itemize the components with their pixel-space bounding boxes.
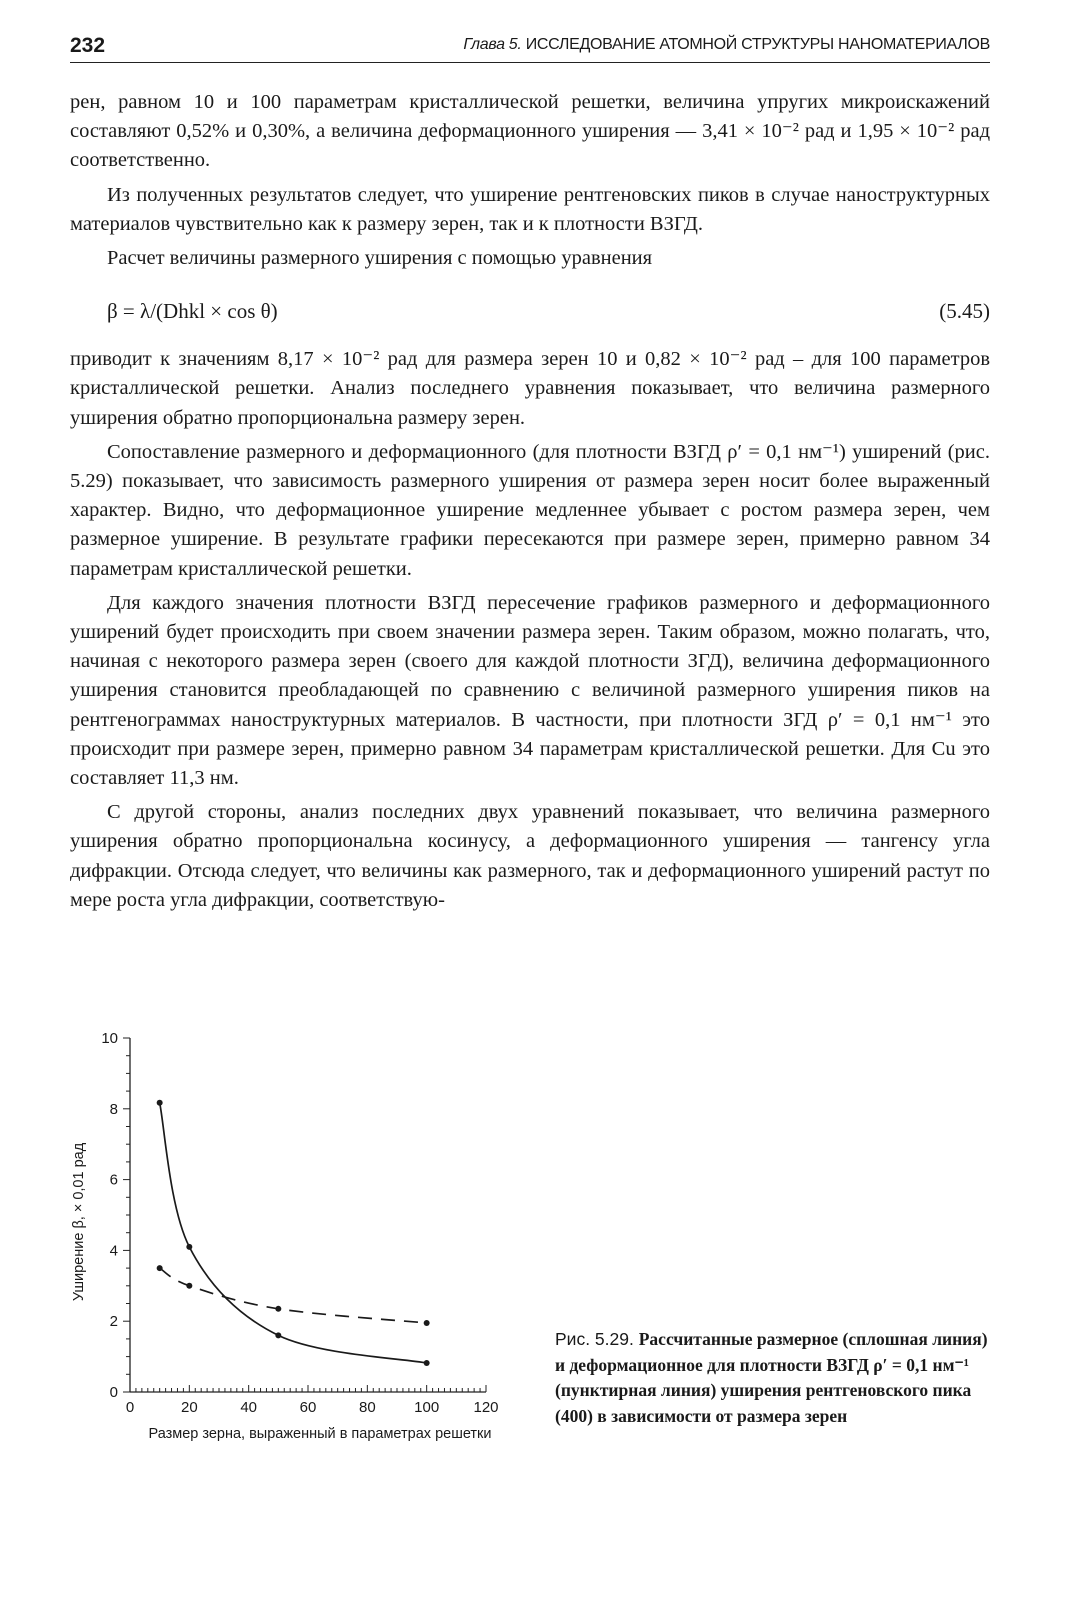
paragraph: Сопоставление размерного и деформационного (для плотности ВЗГД ρ′ = 0,1 нм⁻¹) уширений (рис. 5.29) показывает, что зависимость размерного уширения от размера зерен носит более выраженный характер. Видно, что деформационное уширение медленнее убывает с ростом размера зерен, чем размерное уширение. В результате графики пересекаются при размере зерен, примерно равном 34 параметрам кристаллической решетки.: [70, 440, 990, 580]
body-text: [70, 88, 990, 920]
figure-5-29-chart: [60, 1022, 535, 1452]
chart-axes: [130, 1038, 486, 1392]
paragraph: Для каждого значения плотности ВЗГД пересечение графиков размерного и деформационного уширений будет происходить при своем значении размера зерен. Таким образом, можно полагать, что, начиная с некоторого размера зерен (своего для каждой плотности ЗГД), величина деформационного уширения становится преобладающей по сравнению с величиной размерного уширения пиков на рентгенограммах наноструктурных материалов. В частности, при плотности ЗГД ρ′ = 0,1 нм⁻¹ это происходит при размере зерен, примерно равном 34 параметрам кристаллической решетки. Для Cu это составляет 11,3 нм.: [70, 591, 990, 790]
size-broadening-line: [160, 1103, 427, 1363]
deformation-broadening-line: [160, 1268, 427, 1323]
x-tick-label: 0: [125, 1399, 135, 1416]
x-tick-label: 60: [299, 1399, 317, 1416]
y-tick-label: 8: [109, 1100, 118, 1118]
equation-number: (5.45): [939, 299, 990, 324]
data-point: [157, 1265, 163, 1271]
figure-caption: [555, 1327, 993, 1429]
x-axis-label: Размер зерна, выраженный в параметрах решетки: [148, 1426, 492, 1442]
running-head: [463, 36, 990, 54]
chapter-label: Глава 5.: [463, 36, 522, 53]
paragraph: рен, равном 10 и 100 параметрам кристаллической решетки, величина упругих микроискажений составляют 0,52% и 0,30%, а величина деформационного уширения — 3,41 × 10⁻² рад и 1,95 × 10⁻² рад соответственно.: [70, 91, 990, 172]
x-tick-label: 80: [358, 1399, 376, 1416]
y-tick-label: 0: [109, 1384, 118, 1401]
y-tick-label: 6: [109, 1171, 118, 1189]
x-tick-label: 40: [240, 1399, 258, 1416]
data-point: [157, 1100, 163, 1106]
paragraph: Расчет величины размерного уширения с помощью уравнения: [107, 247, 653, 270]
data-point: [186, 1283, 192, 1289]
x-tick-label: 100: [414, 1399, 440, 1416]
paragraph: С другой стороны, анализ последних двух уравнений показывает, что величина размерного уширения обратно пропорциональна косинусу, а деформационного уширения — тангенсу угла дифракции. Отсюда следует, что величины как размерного, так и деформационного уширений растут по мере роста угла дифракции, соответствую-: [70, 801, 990, 911]
x-tick-label: 120: [473, 1399, 499, 1416]
chart-series: [157, 1100, 430, 1366]
data-point: [275, 1306, 281, 1312]
y-tick-label: 4: [109, 1242, 118, 1260]
data-point: [186, 1244, 192, 1250]
y-tick-label: 10: [101, 1030, 118, 1047]
y-axis-label: Уширение β, × 0,01 рад: [71, 1142, 87, 1302]
data-point: [424, 1360, 430, 1366]
y-tick-label: 2: [109, 1313, 118, 1331]
figure-label: Рис. 5.29.: [555, 1329, 634, 1349]
chart-ticks: [101, 1030, 498, 1416]
data-point: [424, 1320, 430, 1326]
running-header: [70, 32, 990, 63]
paragraph: Из полученных результатов следует, что уширение рентгеновских пиков в случае наноструктурных материалов чувствительно как к размеру зерен, так и к плотности ВЗГД.: [70, 183, 990, 235]
equation-5-45: [70, 281, 990, 341]
page-number: 232: [70, 34, 106, 57]
x-tick-label: 20: [180, 1399, 198, 1416]
figure-caption-text: Рассчитанные размерное (сплошная линия) и деформационное для плотности ВЗГД ρ′ = 0,1 нм⁻¹ (пунктирная линия) уширения рентгеновского пика (400) в зависимости от размера зерен: [555, 1329, 988, 1426]
equation-formula: β = λ/(Dhkl × cos θ): [107, 299, 278, 324]
chapter-title: ИССЛЕДОВАНИЕ АТОМНОЙ СТРУКТУРЫ НАНОМАТЕРИАЛОВ: [525, 36, 990, 53]
data-point: [275, 1332, 281, 1338]
paragraph: приводит к значениям 8,17 × 10⁻² рад для размера зерен 10 и 0,82 × 10⁻² рад – для 100 параметров кристаллической решетки. Анализ последнего уравнения показывает, что величина размерного уширения обратно пропорциональна размеру зерен.: [70, 348, 990, 429]
